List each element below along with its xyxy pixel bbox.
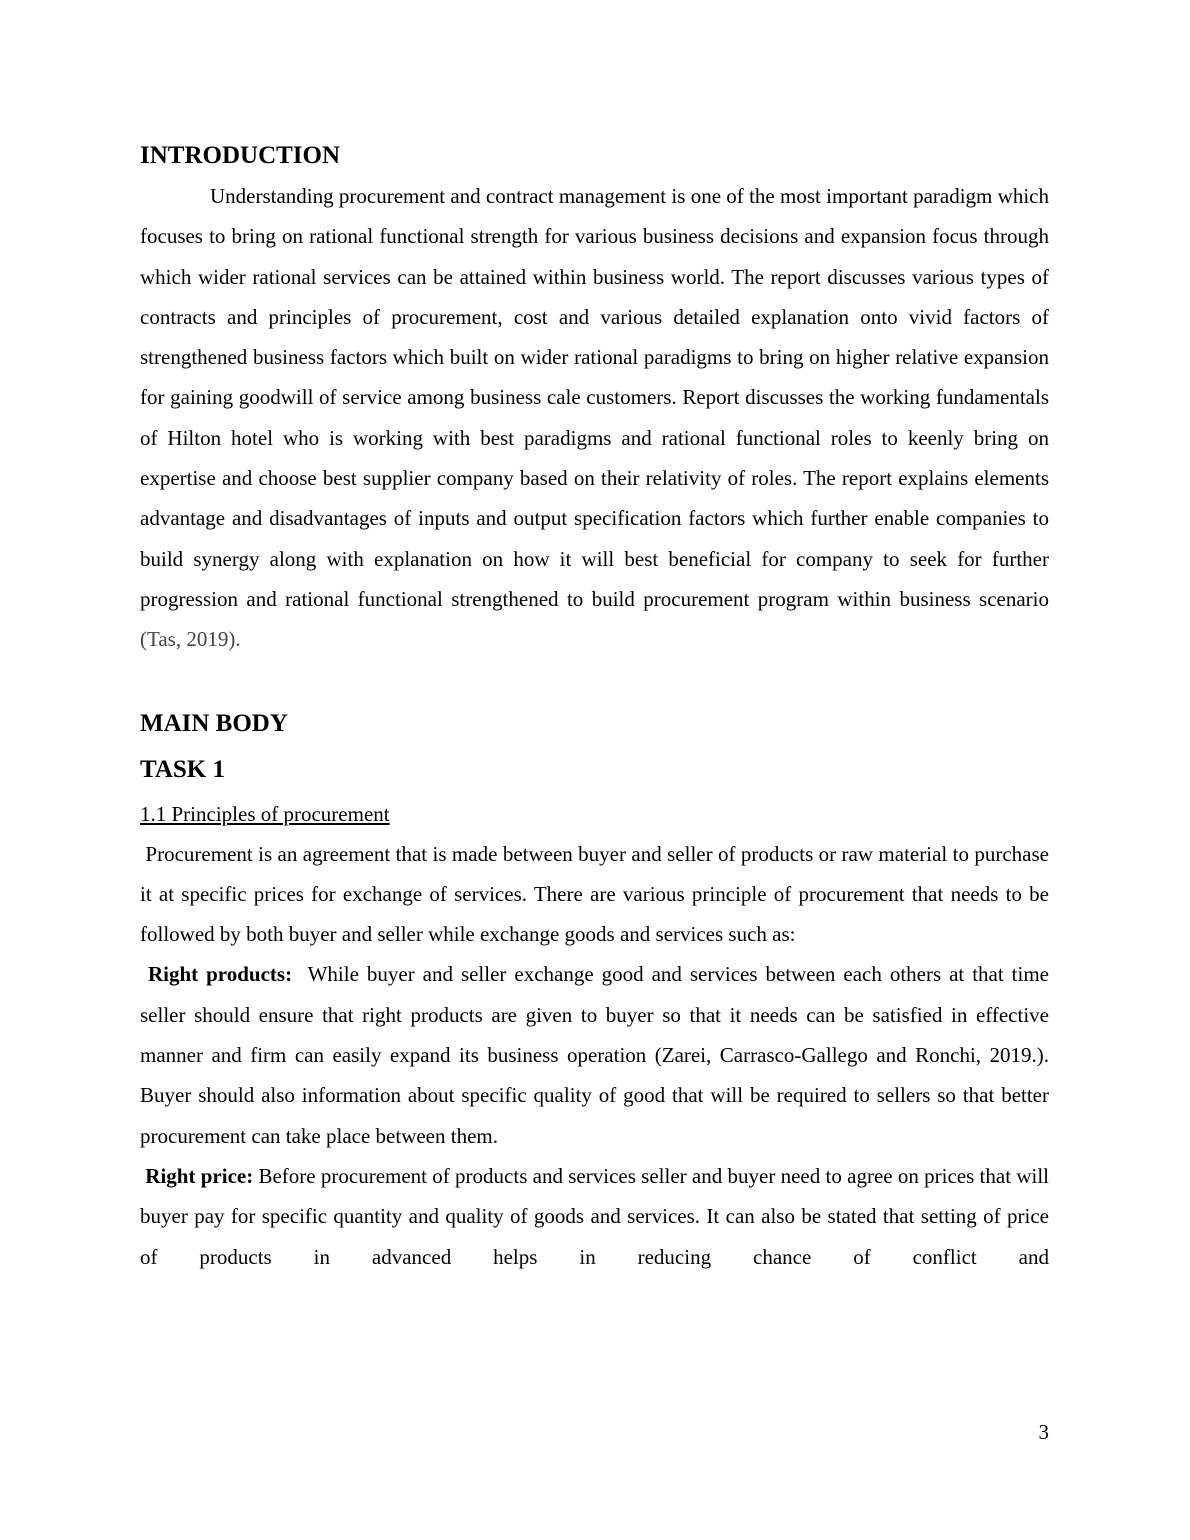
page-number: 3: [1038, 1420, 1049, 1444]
introduction-paragraph: [140, 176, 1049, 660]
main-body-heading: MAIN BODY: [140, 709, 288, 737]
task-heading: TASK 1: [140, 755, 225, 783]
document-page: [140, 138, 1060, 1277]
procurement-intro-paragraph: Procurement is an agreement that is made between buyer and seller of products or raw material to purchase it at specific prices for exchange of services. There are various principle of procurement that needs to be followed by both buyer and seller while exchange goods and services such as:: [140, 841, 1055, 947]
right-price-text: Before procurement of products and services seller and buyer need to agree on prices that will buyer pay for specific quantity and quality of goods and services. It can also be stated that setting of price of products in advanced helps in reducing chance of conflict and: [140, 1163, 1055, 1269]
right-products-term: Right products:: [140, 962, 293, 987]
right-products-text: While buyer and seller exchange good and services between each others at that time seller should ensure that right products are given to buyer so that it needs can be satisfied in effective manner and firm can easily expand its business operation (Zarei, Carrasco-Gallego and Ronchi, 2019.). Buyer should also information about specific quality of good that will be required to sellers so that better procurement can take place between them.: [140, 962, 1060, 1148]
right-products-paragraph: [140, 954, 1060, 1155]
principles-subheading: 1.1 Principles of procurement: [140, 801, 390, 826]
introduction-heading: INTRODUCTION: [140, 142, 341, 169]
right-price-term: Right price:: [140, 1163, 254, 1188]
introduction-text: Understanding procurement and contract management is one of the most important paradigm which focuses to bring on rational functional strength for various business decisions and expansion focus through which wider rational services can be attained within business world. The report discusses various types of contracts and principles of procurement, cost and various detailed explanation onto vivid factors of strengthened business factors which built on wider rational paradigms to bring on higher relative expansion for gaining goodwill of service among business cale customers. Report discusses the working fundamentals of Hilton hotel who is working with best paradigms and rational functional roles to keenly bring on expertise and choose best supplier company based on their relativity of roles. The report explains elements advantage and disadvantages of inputs and output specification factors which further enable companies to build synergy along with explanation on how it will best beneficial for company to seek for further progression and rational functional strengthened to build procurement program within business scenario: [140, 184, 1049, 611]
right-price-paragraph: [140, 1156, 1055, 1277]
introduction-citation: (Tas, 2019).: [140, 627, 241, 652]
